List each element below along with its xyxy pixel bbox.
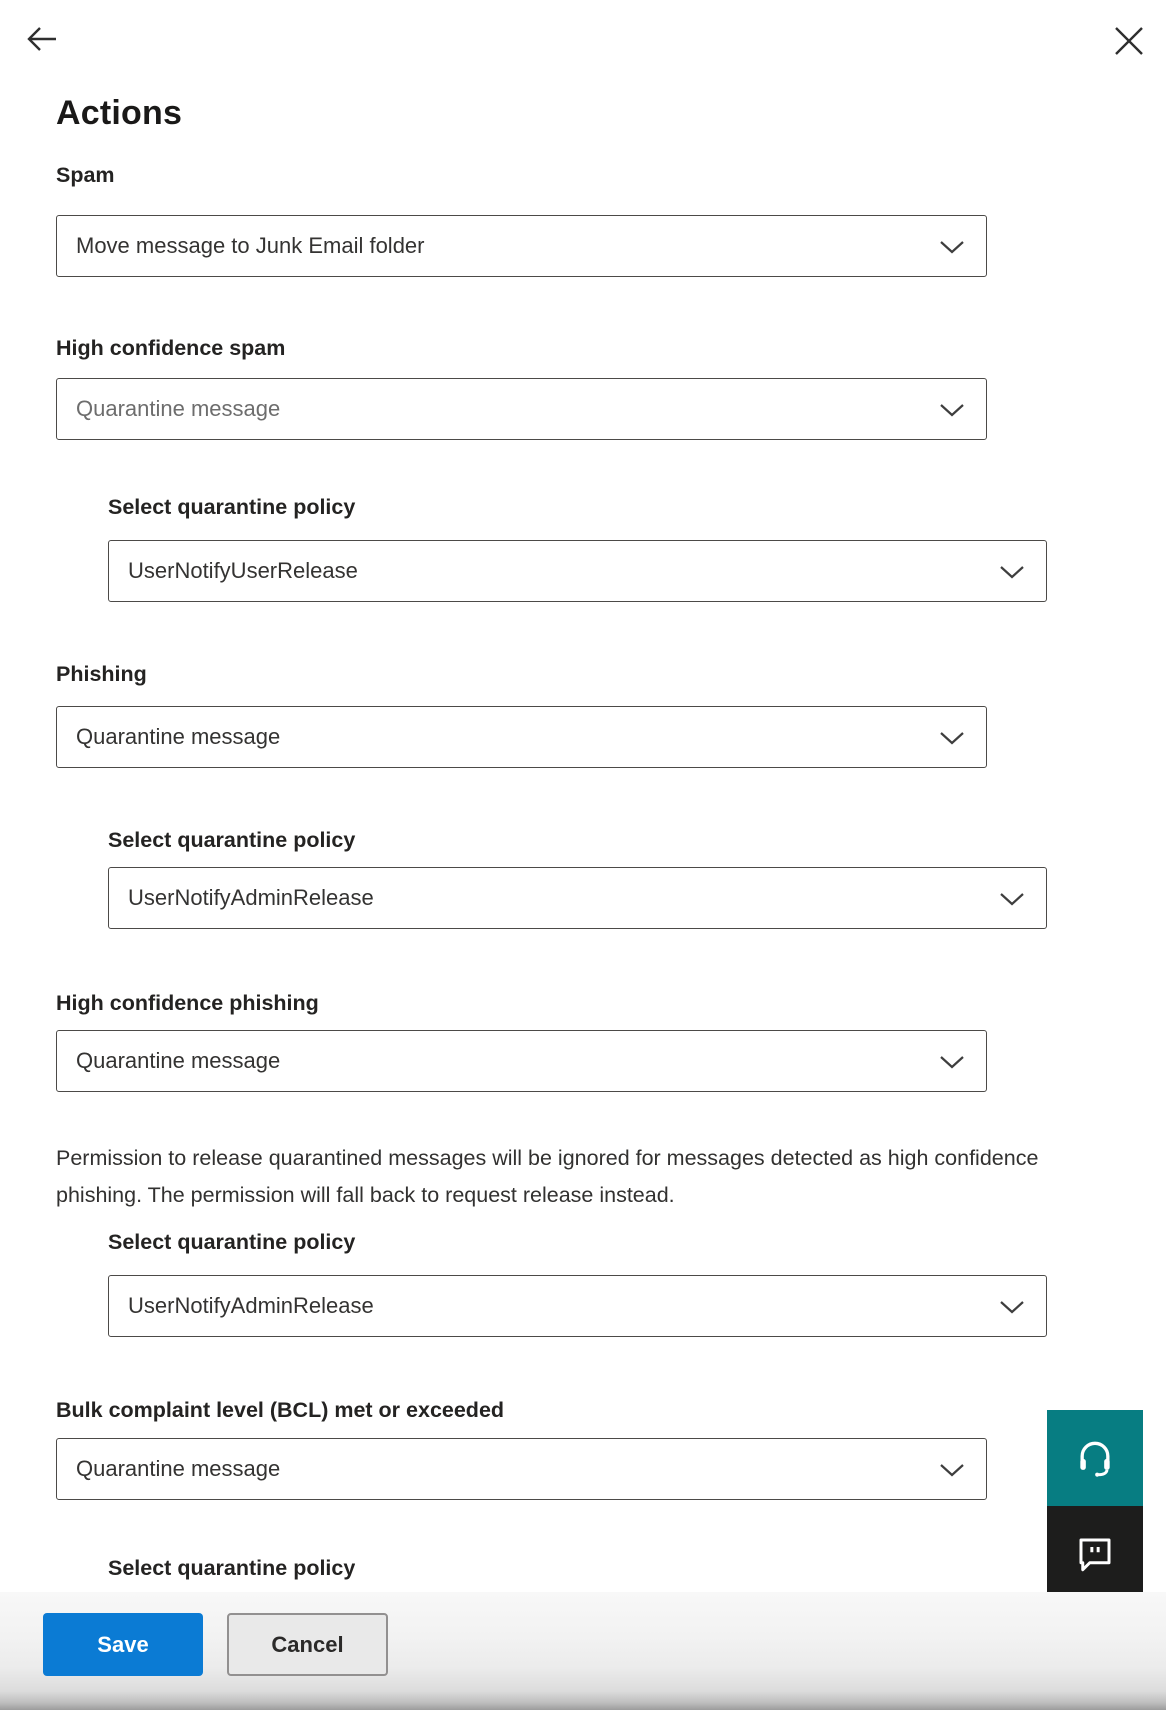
bcl-action-value: Quarantine message [76, 1456, 281, 1481]
footer-bar [0, 1592, 1166, 1710]
hcp-quarantine-policy-select[interactable] [108, 1275, 1047, 1337]
chevron-down-icon [939, 403, 965, 423]
high-confidence-phishing-action-value: Quarantine message [76, 1048, 281, 1073]
help-button[interactable] [1047, 1410, 1143, 1506]
headset-icon [1073, 1468, 1117, 1483]
hcs-quarantine-policy-label: Select quarantine policy [108, 495, 356, 519]
phishing-action-value: Quarantine message [76, 724, 281, 749]
bcl-label: Bulk complaint level (BCL) met or exceeded [56, 1398, 505, 1422]
spam-label: Spam [56, 163, 115, 187]
high-confidence-spam-action-value: Quarantine message [76, 396, 281, 421]
close-button[interactable] [1112, 24, 1146, 58]
feedback-chat-icon [1074, 1563, 1116, 1578]
high-confidence-phishing-label: High confidence phishing [56, 991, 319, 1015]
spam-action-value: Move message to Junk Email folder [76, 233, 425, 258]
chevron-down-icon [939, 1055, 965, 1075]
save-button[interactable]: Save [43, 1613, 203, 1676]
chevron-down-icon [939, 240, 965, 260]
phishing-label: Phishing [56, 662, 147, 686]
high-confidence-spam-label: High confidence spam [56, 336, 286, 360]
chevron-down-icon [939, 1463, 965, 1483]
hcp-quarantine-policy-label: Select quarantine policy [108, 1230, 356, 1254]
phishing-quarantine-policy-select[interactable] [108, 867, 1047, 929]
hcp-quarantine-policy-value: UserNotifyAdminRelease [128, 1293, 374, 1318]
chevron-down-icon [999, 1300, 1025, 1320]
phishing-quarantine-policy-value: UserNotifyAdminRelease [128, 885, 374, 910]
high-confidence-spam-action-select[interactable] [56, 378, 987, 440]
feedback-button[interactable] [1047, 1506, 1143, 1602]
page-title: Actions [56, 94, 183, 132]
arrow-left-icon [22, 48, 62, 63]
chevron-down-icon [999, 892, 1025, 912]
chevron-down-icon [999, 565, 1025, 585]
bcl-action-select[interactable] [56, 1438, 987, 1500]
phishing-quarantine-policy-label: Select quarantine policy [108, 828, 356, 852]
cancel-button[interactable]: Cancel [227, 1613, 388, 1676]
high-confidence-phishing-action-select[interactable] [56, 1030, 987, 1092]
hcs-quarantine-policy-select[interactable] [108, 540, 1047, 602]
chevron-down-icon [939, 731, 965, 751]
hcs-quarantine-policy-value: UserNotifyUserRelease [128, 558, 358, 583]
bcl-quarantine-policy-label-clipped: Select quarantine policy [108, 1556, 356, 1580]
spam-action-select[interactable] [56, 215, 987, 277]
back-button[interactable] [22, 20, 62, 60]
phishing-action-select[interactable] [56, 706, 987, 768]
hcp-permission-note: Permission to release quarantined messages will be ignored for messages detected as high confidence phishing. The permission will fall back to request release instead. [56, 1146, 1039, 1207]
close-icon [1112, 46, 1146, 61]
